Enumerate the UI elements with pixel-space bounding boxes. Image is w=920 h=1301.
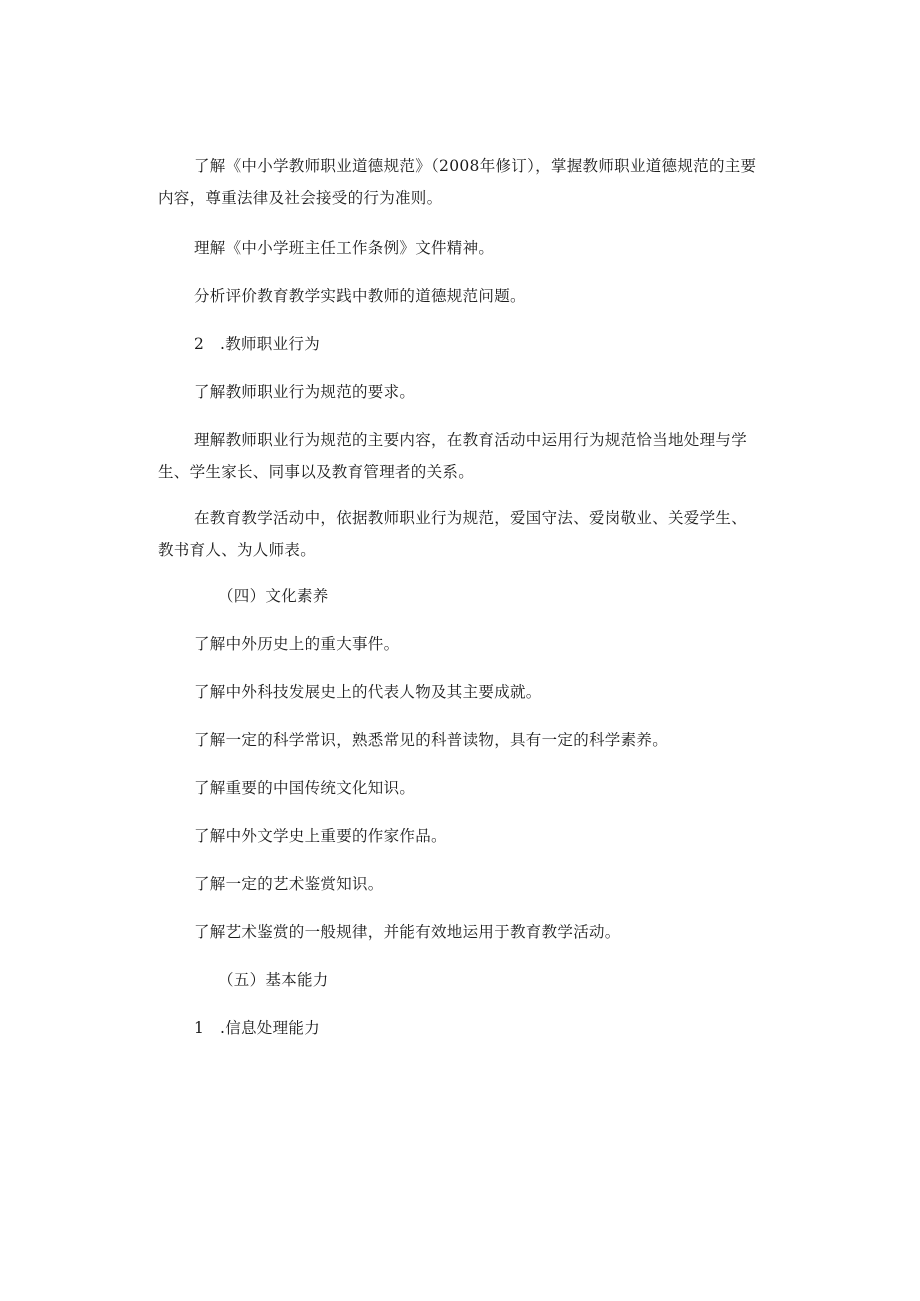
paragraph-analyze-ethics: 分析评价教育教学实践中教师的道德规范问题。 <box>194 287 526 305</box>
paragraph-teaching-activities: 在教育教学活动中，依据教师职业行为规范，爱国守法、爱岗敬业、关爱学生、教书育人、为人师表。 <box>158 509 748 559</box>
paragraph-history-events: 了解中外历史上的重大事件。 <box>194 635 400 653</box>
paragraph-class-teacher-regulations: 理解《中小学班主任工作条例》文件精神。 <box>194 239 495 257</box>
heading-basic-abilities: （五）基本能力 <box>218 971 329 989</box>
paragraph-conduct-requirements: 了解教师职业行为规范的要求。 <box>194 383 416 401</box>
heading-information-processing: 1 .信息处理能力 <box>194 1019 320 1037</box>
paragraph-teacher-ethics-code: 了解《中小学教师职业道德规范》（2008年修订），掌握教师职业道德规范的主要内容，尊重法律及社会接受的行为准则。 <box>158 157 757 207</box>
paragraph-conduct-content: 理解教师职业行为规范的主要内容，在教育活动中运用行为规范恰当地处理与学生、学生家长、同事以及教育管理者的关系。 <box>158 431 748 481</box>
paragraph-literature-history: 了解中外文学史上重要的作家作品。 <box>194 827 447 845</box>
heading-teacher-conduct: 2 .教师职业行为 <box>194 335 320 353</box>
paragraph-art-appreciation: 了解一定的艺术鉴赏知识。 <box>194 875 384 893</box>
paragraph-science-knowledge: 了解一定的科学常识，熟悉常见的科普读物，具有一定的科学素养。 <box>194 731 669 749</box>
paragraph-chinese-culture: 了解重要的中国传统文化知识。 <box>194 779 416 797</box>
paragraph-art-rules: 了解艺术鉴赏的一般规律，并能有效地运用于教育教学活动。 <box>194 923 621 941</box>
heading-cultural-literacy: （四）文化素养 <box>218 587 329 605</box>
paragraph-science-history: 了解中外科技发展史上的代表人物及其主要成就。 <box>194 683 542 701</box>
